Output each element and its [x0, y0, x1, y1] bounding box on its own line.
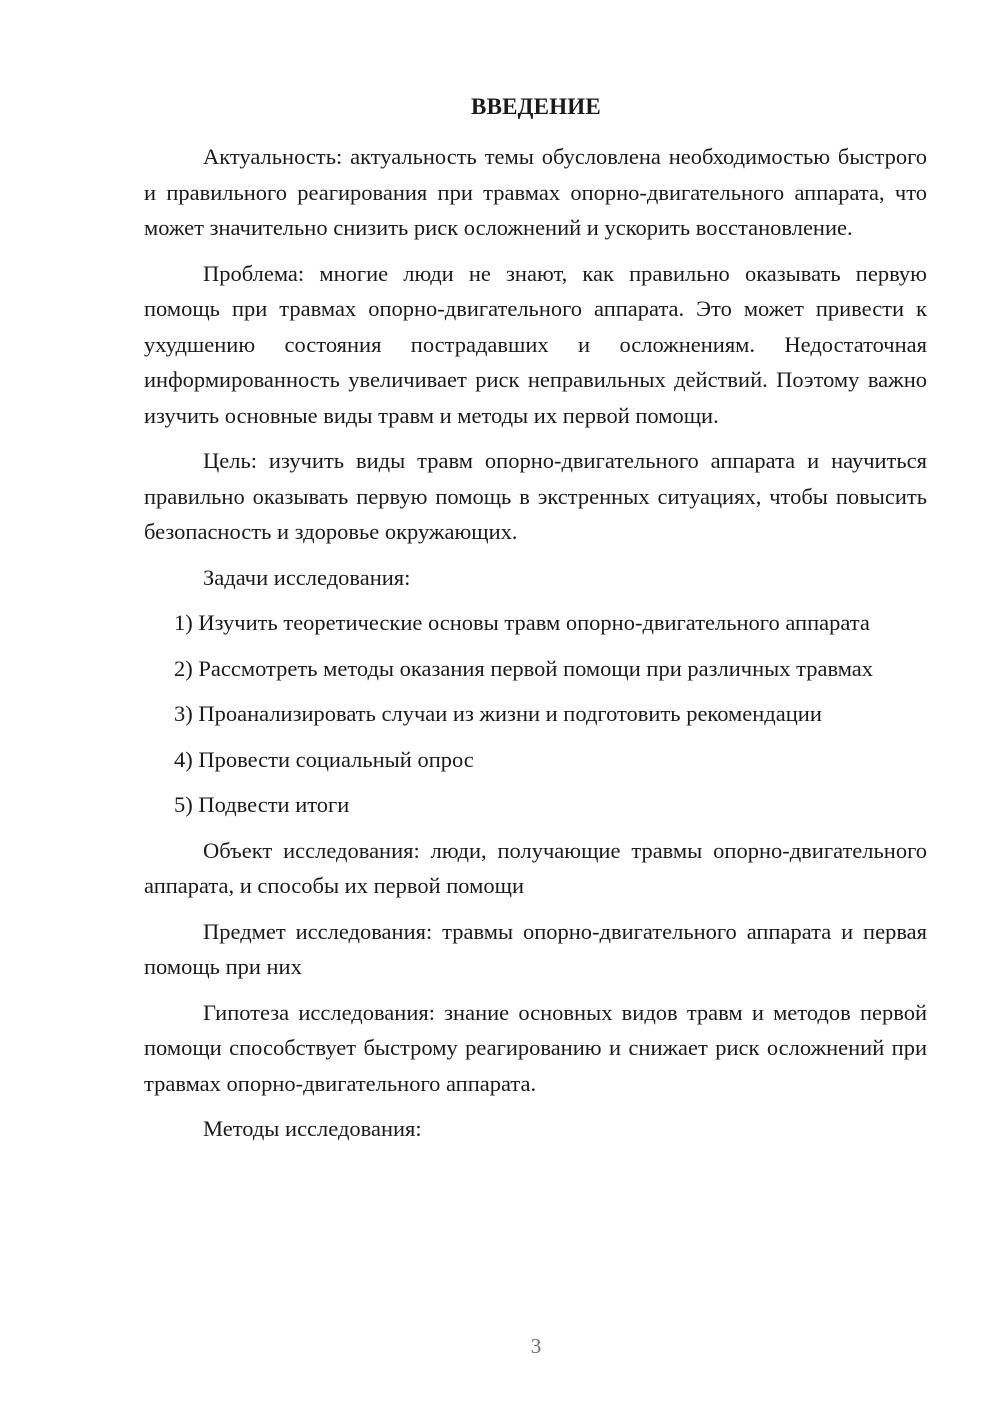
page-number: 3: [530, 1334, 542, 1358]
section-body: [144, 139, 927, 1157]
task-item: 3) Проанализировать случаи из жизни и подготовить рекомендации: [174, 701, 822, 726]
task-item: 2) Рассмотреть методы оказания первой помощи при различных травмах: [174, 655, 874, 681]
task-item: 5) Подвести итоги: [174, 792, 350, 817]
paragraph-object: Объект исследования: люди, получающие травмы опорно-двигательного аппарата, и способы их первой помощи: [144, 837, 927, 898]
paragraph-goal: Цель: изучить виды травм опорно-двигательного аппарата и научиться правильно оказывать первую помощь в экстренных ситуациях, чтобы повысить безопасность и здоровье окружающих.: [144, 448, 927, 544]
paragraph-methods: Методы исследования:: [203, 1116, 422, 1141]
section-heading: ВВЕДЕНИЕ: [471, 94, 601, 119]
paragraph-relevance: Актуальность: актуальность темы обусловлена необходимостью быстрого и правильного реагирования при травмах опорно-двигательного аппарата, что может значительно снизить риск осложнений и ускорить восстановление.: [144, 144, 927, 240]
paragraph-subject: Предмет исследования: травмы опорно-двигательного аппарата и первая помощь при них: [144, 918, 927, 979]
task-item: 1) Изучить теоретические основы травм опорно-двигательного аппарата: [174, 610, 870, 635]
paragraph-tasks-intro: Задачи исследования:: [203, 564, 411, 590]
paragraph-hypothesis: Гипотеза исследования: знание основных видов травм и методов первой помощи способствует быстрому реагированию и снижает риск осложнений при травмах опорно-двигательного аппарата.: [144, 999, 927, 1096]
paragraph-problem: Проблема: многие люди не знают, как правильно оказывать первую помощь при травмах опорно-двигательного аппарата. Это может привести к ухудшению состояния пострадавших и осложнениям. Недостаточная информированность увеличивает риск неправильных действий. Поэтому важно изучить основные виды травм и методы их первой помощи.: [144, 260, 927, 428]
task-item: 4) Провести социальный опрос: [174, 746, 474, 772]
